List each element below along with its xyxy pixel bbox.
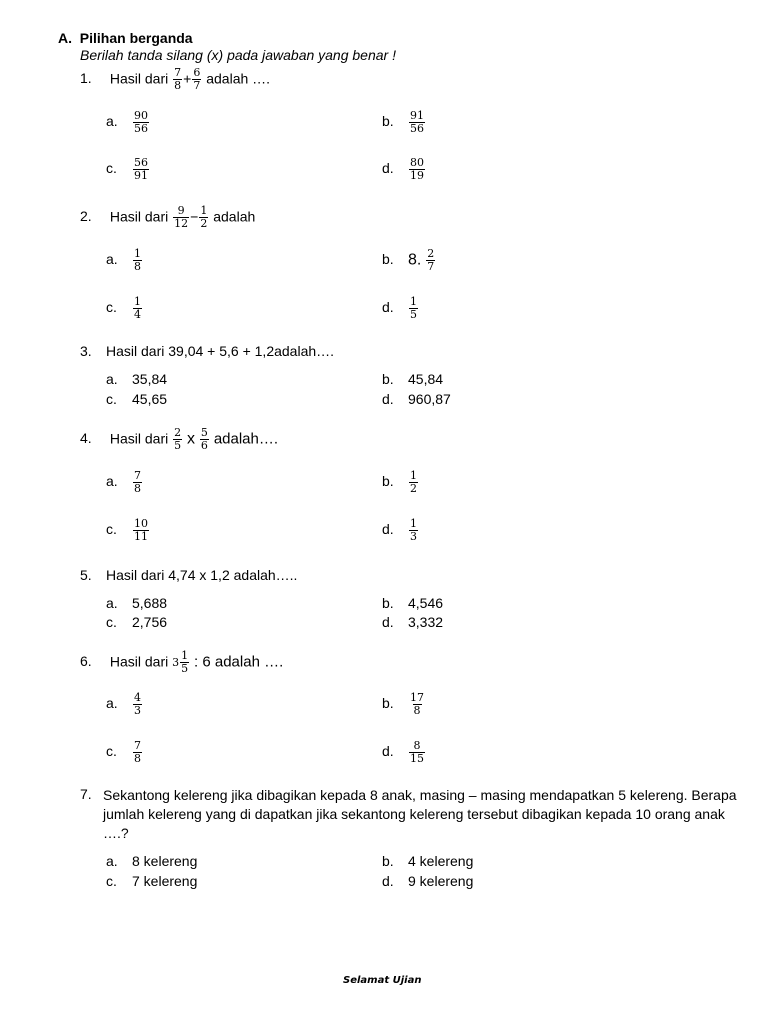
option-5c[interactable]: c. 2,756: [106, 614, 168, 630]
question-6: 6. Hasil dari 3 $\frac{1}{5}$ : 6 adalah ….: [80, 649, 284, 676]
option-5a[interactable]: a. 5,688: [106, 595, 168, 611]
option-1b[interactable]: b. $\frac{91}{56}$: [382, 109, 424, 136]
question-1: 1. Hasil dari $\frac{7}{8}$ + $\frac{6}{7}$ adalah ….: [80, 66, 271, 93]
option-7b[interactable]: b. 4 kelereng: [382, 853, 474, 869]
fraction: $\frac{1}{2}$: [200, 204, 208, 231]
option-2a[interactable]: a. $\frac{1}{8}$: [106, 247, 141, 274]
option-4d[interactable]: d. $\frac{1}{3}$: [382, 517, 417, 544]
option-5b[interactable]: b. 4,546: [382, 595, 444, 611]
section-header: [58, 30, 193, 46]
option-1c[interactable]: c. $\frac{56}{91}$: [106, 156, 148, 183]
option-6b[interactable]: b. $\frac{17}{8}$: [382, 691, 424, 718]
option-7a[interactable]: a. 8 kelereng: [106, 853, 198, 869]
question-7: Sekantong kelereng jika dibagikan kepada 8 anak, masing – masing mendapatkan 5 kelereng. Berapa jumlah kelereng yang di dapatkan jika sekantong kelereng tersebut dibagikan kepada 10 orang anak ….?: [103, 787, 737, 841]
fraction: $\frac{5}{6}$: [200, 426, 208, 453]
instruction: Berilah tanda silang (x) pada jawaban yang benar !: [80, 47, 396, 63]
option-3a[interactable]: a. 35,84: [106, 371, 168, 387]
option-4b[interactable]: b. $\frac{1}{2}$: [382, 469, 417, 496]
option-7d[interactable]: d. 9 kelereng: [382, 873, 474, 889]
question-3: 3. Hasil dari 39,04 + 5,6 + 1,2adalah….: [80, 343, 335, 359]
footer-text: Selamat Ujian: [343, 975, 422, 986]
fraction: $\frac{1}{5}$: [181, 649, 189, 676]
option-2b[interactable]: b. 8. $\frac{2}{7}$: [382, 247, 435, 274]
option-2d[interactable]: d. $\frac{1}{5}$: [382, 295, 417, 322]
fraction: $\frac{7}{8}$: [174, 66, 182, 93]
question-4: 4. Hasil dari $\frac{2}{5}$ x $\frac{5}{6}$ adalah….: [80, 426, 279, 453]
fraction: $\frac{2}{5}$: [174, 426, 182, 453]
fraction: $\frac{9}{12}$: [174, 204, 189, 231]
option-5d[interactable]: d. 3,332: [382, 614, 444, 630]
fraction: $\frac{6}{7}$: [193, 66, 201, 93]
question-7-number: 7.: [80, 786, 92, 802]
option-3b[interactable]: b. 45,84: [382, 371, 444, 387]
question-2: 2. Hasil dari $\frac{9}{12}$ − $\frac{1}{2}$ adalah: [80, 204, 256, 231]
option-6c[interactable]: c. $\frac{7}{8}$: [106, 739, 141, 766]
question-5: 5. Hasil dari 4,74 x 1,2 adalah…..: [80, 567, 298, 583]
option-6d[interactable]: d. $\frac{8}{15}$: [382, 739, 424, 766]
section-label: A.: [58, 30, 72, 46]
option-4a[interactable]: a. $\frac{7}{8}$: [106, 469, 141, 496]
option-3d[interactable]: d. 960,87: [382, 391, 451, 407]
option-1d[interactable]: d. $\frac{80}{19}$: [382, 156, 424, 183]
option-1a[interactable]: a. $\frac{90}{56}$: [106, 109, 148, 136]
option-3c[interactable]: c. 45,65: [106, 391, 168, 407]
section-title: Pilihan berganda: [79, 30, 193, 46]
option-7c[interactable]: c. 7 kelereng: [106, 873, 198, 889]
option-2c[interactable]: c. $\frac{1}{4}$: [106, 295, 141, 322]
option-4c[interactable]: c. $\frac{10}{11}$: [106, 517, 148, 544]
option-6a[interactable]: a. $\frac{4}{3}$: [106, 691, 141, 718]
